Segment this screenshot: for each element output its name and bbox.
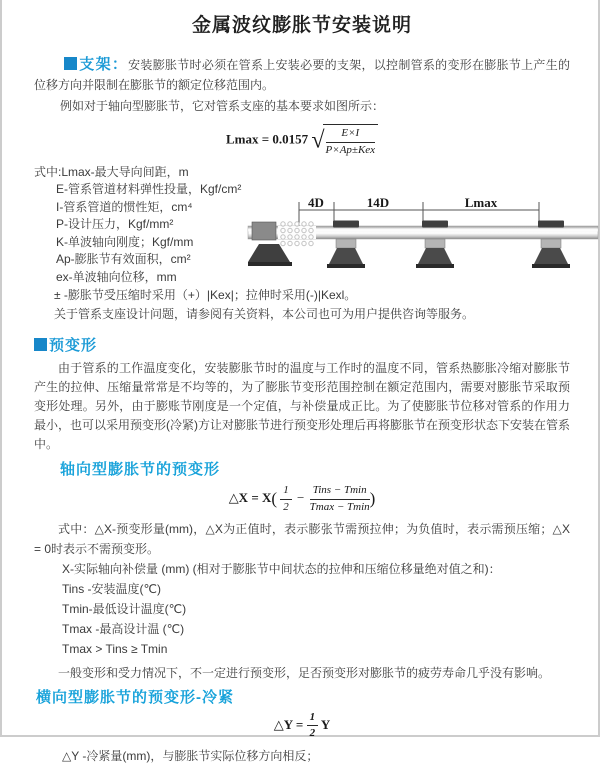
axial-note-x: X-实际轴向补偿量 (mm) (相对于膨胀节中间状态的拉伸和压缩位移量绝对值之和)： <box>62 561 501 576</box>
axial-temp-line: Tmin-最低设计温度(℃) <box>62 601 187 616</box>
temperature-fraction <box>310 484 370 515</box>
definition-line: E-管系管道材料弹性投量，Kgf/cm² <box>56 182 242 196</box>
formula-lmax-numerator: E×I <box>326 127 376 143</box>
formula-dy-rhs: Y <box>320 716 331 732</box>
formula-lmax-fraction <box>326 127 376 158</box>
half-denominator: 2 <box>309 727 316 740</box>
temp-denominator: Tmax − Tmin <box>309 500 370 513</box>
dim-label-4d: 4D <box>308 195 324 210</box>
support-diagram <box>248 194 598 288</box>
definition-line: P-设计压力，Kgf/mm² <box>56 217 174 231</box>
half-denominator: 2 <box>283 500 289 513</box>
left-paren: ( <box>271 489 278 509</box>
axial-temp-line: Tins -安装温度(℃) <box>62 581 162 596</box>
axial-subheading: 轴向型膨胀节的预变形 <box>60 461 221 478</box>
service-note-line: 关于管系支座设计问题，请参阅有关资料，本公司也可为用户提供咨询等服务。 <box>54 307 475 321</box>
definition-line: K-单波轴向刚度；Kgf/mm <box>56 234 194 249</box>
axial-temp-line: Tmax -最高设计温 (℃) <box>62 621 185 636</box>
axial-temp-relation: Tmax > Tins ≥ Tmin <box>62 641 168 656</box>
page-title: 金属波纹膨胀节安装说明 <box>191 15 412 36</box>
radical-sign-icon: √ <box>311 127 325 154</box>
formula-lmax-lhs: Lmax = 0.0157 <box>225 131 309 147</box>
lateral-note: △Y -冷紧量(mm)，与膨胀节实际位移方向相反； <box>62 749 319 763</box>
half-numerator: 1 <box>307 711 319 727</box>
definition-line: ex-单波轴向位移，mm <box>56 269 177 284</box>
bellows-icon <box>278 222 316 246</box>
formula-delta-y <box>34 711 570 742</box>
formula-dx-lhs: △X = X <box>228 490 272 506</box>
lateral-subheading: 横向型膨胀节的预变形-冷紧 <box>36 688 234 706</box>
definition-line: I-管系管道的惯性矩，cm⁴ <box>56 199 193 214</box>
right-paren: ) <box>369 489 376 509</box>
minus-sign: − <box>297 490 305 506</box>
predeform-section-heading <box>34 334 570 355</box>
support-example-line: 例如对于轴向型膨胀节，它对管系支座的基本要求如图所示： <box>60 99 385 113</box>
axial-note-main: 式中：△X-预变形量(mm)，△X为正值时，表示膨张节需预拉伸；为负值时，表示需预压缩；△X = 0时表示不需预变形。 <box>34 521 570 556</box>
support-section-heading: 支架： <box>79 56 129 73</box>
predeform-paragraph: 由于管系的工作温度变化，安装膨胀节时的温度与工作时的温度不同，管系热膨胀冷缩对膨胀节产生的拉伸、压缩量常常是不均等的，为了膨胀节变形范围控制在额定范围内，需要对膨胀节采取预变形处理。另外，由于膨账节刚度是一个定值，与补偿量成正比。为了使膨胀节位移对管系的作用力最小，也可以采用预变形(冷紧)方让对膨胀节进行预变形处理后再将膨胀节在预变形状态下安装在管系中。 <box>34 361 570 451</box>
half-fraction <box>280 484 292 515</box>
definition-pm-line: ± -膨胀节受压缩时采用（+）|Kex|；拉伸时采用(-)|Kexl。 <box>54 288 357 302</box>
formula-lmax <box>34 124 570 158</box>
formula-lmax-radicand <box>323 124 379 158</box>
half-fraction <box>307 711 319 742</box>
support-paragraph <box>34 55 570 95</box>
temp-numerator: Tins − Tmin <box>310 484 370 500</box>
section-bullet-icon <box>34 338 47 351</box>
definition-line: Ap-膨胀节有效面积，cm² <box>56 252 191 266</box>
half-numerator: 1 <box>280 484 292 500</box>
predeform-heading-text: 预变形 <box>49 337 98 354</box>
dim-label-14d: 14D <box>366 195 390 210</box>
axial-note-final: 一般变形和受力情况下，不一定进行预变形，足否预变形对膨胀节的疲劳寿命几乎没有影响。 <box>58 665 551 680</box>
formula-lmax-denominator: P×Ap±Kex <box>325 143 376 156</box>
dim-label-lmax: Lmax <box>464 195 498 210</box>
formula-dy-lhs: △Y = <box>273 716 304 732</box>
support-intro-text: 安装膨胀节时必须在管系上安装必要的支架，以控制管系的变形在膨胀节上产生的位移方向并限制在膨胀节的额定位移范围内。 <box>34 58 570 92</box>
section-bullet-icon <box>64 57 77 70</box>
definition-line: 式中:Lmax-最大导向间距，m <box>34 164 189 179</box>
formula-delta-x <box>34 484 570 515</box>
